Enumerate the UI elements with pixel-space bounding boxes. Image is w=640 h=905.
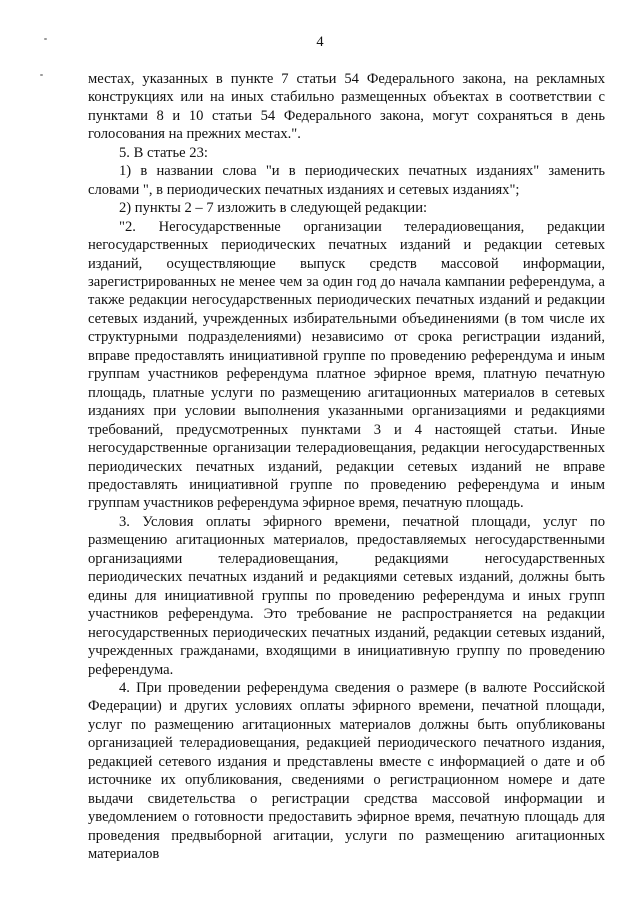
paragraph: 4. При проведении референдума сведения о размере (в валюте Российской Федерации) и других условиях оплаты эфирного времени, печатной площади, услуг по размещению агитационных материалов должны быть опубликованы организацией телерадиовещания, редакцией периодического печатного издания, редакцией сетевого издания и представлены вместе с информацией о дате и об источнике их опубликования, сведениями о регистрационном номере и дате выдачи свидетельства о регистрации средства массовой информации и уведомлением о готовности предоставить эфирное время, печатную площадь для проведения предвыборной агитации, услуги по размещению агитационных материалов: [88, 679, 605, 863]
document-body: [88, 70, 605, 863]
page-number: 4: [316, 34, 324, 50]
paragraph: 2) пункты 2 – 7 изложить в следующей редакции:: [119, 200, 428, 217]
paragraph: местах, указанных в пункте 7 статьи 54 Федерального закона, на рекламных конструкциях или на иных стабильно размещенных объектах в соответствии с пунктами 8 и 10 статьи 54 Федерального закона, могут сохраняться в день голосования на прежних местах.".: [88, 71, 605, 143]
paragraph: "2. Негосударственные организации телерадиовещания, редакции негосударственных периодических печатных изданий и редакции сетевых изданий, осуществляющие выпуск средств массовой информации, зарегистрированных не менее чем за один год до начала кампании референдума, а также редакции негосударственных периодических печатных изданий и редакции сетевых изданий, учрежденных избирательными объединениями (в том числе их структурными подразделениями) независимо от срока регистрации изданий, вправе предоставлять инициативной группе по проведению референдума и иным группам участников референдума платное эфирное время, платную печатную площадь, платные услуги по размещению агитационных материалов в сетевых изданиях при условии выполнения указанными организациями и редакциями требований, предусмотренных пунктами 3 и 4 настоящей статьи. Иные негосударственные организации телерадиовещания, редакции негосударственных периодических печатных изданий, редакции сетевых изданий не вправе предоставлять инициативной группе по проведению референдума и иным группам участников референдума эфирное время, печатную площадь.: [88, 218, 605, 512]
scan-speck: [40, 74, 43, 76]
paragraph: 3. Условия оплаты эфирного времени, печатной площади, услуг по размещению агитационных материалов, предоставляемых негосударственными организациями телерадиовещания, редакциями негосударственных периодических печатных изданий и редакциями сетевых изданий, должны быть едины для инициативной группы по проведению референдума и иных групп участников референдума. Это требование не распространяется на редакции негосударственных периодических печатных изданий, редакции сетевых изданий, учрежденных гражданами, входящими в инициативную группу по проведению референдума.: [88, 513, 605, 678]
paragraph: 1) в названии слова "и в периодических печатных изданиях" заменить словами ", в периодических печатных изданиях и сетевых изданиях";: [88, 163, 605, 198]
paragraph: 5. В статье 23:: [119, 144, 208, 161]
scan-speck: [44, 38, 47, 40]
